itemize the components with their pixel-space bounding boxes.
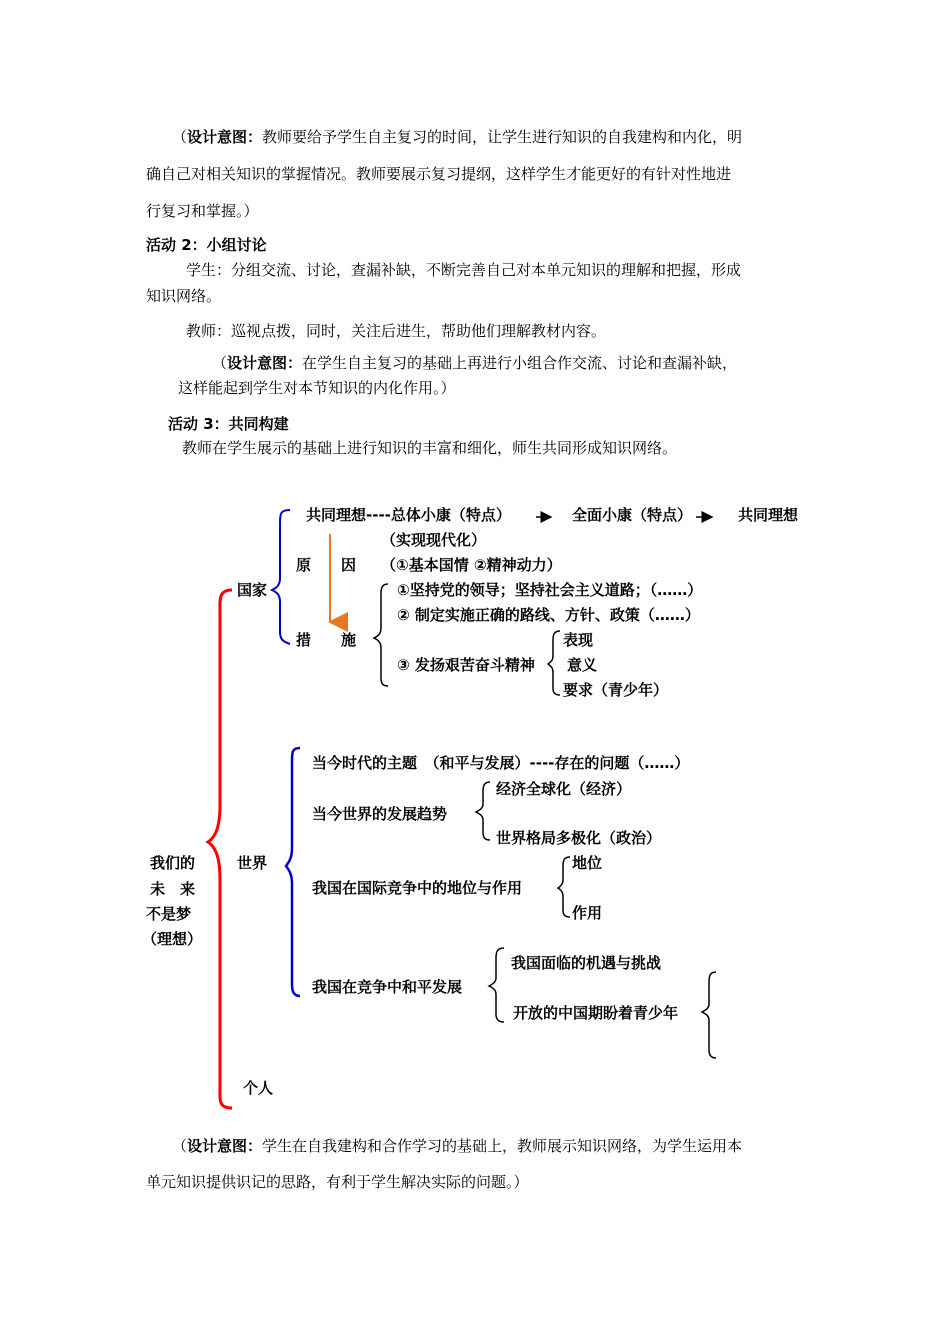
peace-item-2: 开放的中国期盼着青少年 (513, 1004, 679, 1022)
intent1-line3: 行复习和掌握。） (146, 202, 259, 220)
intent2-line2: 这样能起到学生对本节知识的内化作用。） (178, 379, 456, 397)
peace-brace (489, 948, 504, 1022)
world-peace: 我国在竞争中和平发展 (312, 978, 463, 996)
measures-label: 措 施 (296, 631, 357, 649)
trend-item-2: 世界格局多极化（政治） (496, 829, 662, 847)
common-ideal-line: 共同理想----总体小康（特点） (306, 506, 511, 524)
position-item-2: 作用 (572, 904, 603, 922)
measure-1: ①坚持党的领导；坚持社会主义道路；（……） (397, 581, 703, 599)
intent1-label: 设计意图： (187, 128, 263, 146)
intent3-text1: 学生在自我建构和合作学习的基础上，教师展示知识网络，为学生运用本 (262, 1137, 743, 1155)
intent3-line2: 单元知识提供识记的思路，有利于学生解决实际的问题。） (146, 1173, 529, 1191)
intent2-line1 (212, 353, 737, 373)
spirit-item-2: 意义 (567, 656, 598, 674)
country-label: 国家 (237, 581, 268, 599)
spirit-item-3: 要求（青少年） (563, 681, 669, 699)
intent3-line1 (172, 1136, 742, 1156)
measure-2: ② 制定实施正确的路线、方针、政策（……） (397, 606, 700, 624)
world-position: 我国在国际竞争中的地位与作用 (312, 879, 523, 897)
position-brace (558, 857, 570, 917)
root-line3: 不是梦 (146, 905, 192, 923)
intent3-open: （ (172, 1137, 188, 1155)
reason-value: （①基本国情 ②精神动力） (381, 556, 562, 574)
modernization: （实现现代化） (381, 531, 487, 549)
intent3-label: 设计意图： (187, 1137, 263, 1155)
spirit-brace (548, 631, 560, 695)
activity3-text: 教师在学生展示的基础上进行知识的丰富和细化，师生共同形成知识网络。 (182, 439, 678, 457)
root-brace (208, 590, 232, 1108)
activity2-teacher: 教师：巡视点拨，同时，关注后进生，帮助他们理解教材内容。 (186, 322, 607, 340)
trend-item-1: 经济全球化（经济） (496, 780, 632, 798)
intent1-line2: 确自己对相关知识的掌握情况。教师要展示复习提纲，这样学生才能更好的有针对性地进 (146, 165, 732, 183)
activity2-title: 活动 2：小组讨论 (146, 236, 267, 254)
root-line1: 我们的 (150, 854, 196, 872)
world-theme: 当今时代的主题 （和平与发展）----存在的问题（……） (312, 754, 690, 772)
individual-label: 个人 (243, 1079, 274, 1097)
activity3-title: 活动 3：共同构建 (168, 415, 289, 433)
root-line2: 未 来 (150, 880, 196, 898)
measure-3: ③ 发扬艰苦奋斗精神 (397, 656, 535, 674)
reason-label: 原 因 (296, 556, 357, 574)
position-item-1: 地位 (572, 854, 603, 872)
root-line4: （理想） (142, 930, 203, 948)
common-ideal-end: 共同理想 (738, 506, 799, 524)
youth-brace (702, 972, 716, 1058)
intent2-open: （ (212, 354, 228, 372)
intent2-label: 设计意图： (227, 354, 303, 372)
activity2-student-line2: 知识网络。 (146, 287, 222, 305)
activity2-student-line1: 学生：分组交流、讨论，查漏补缺，不断完善自己对本单元知识的理解和把握，形成 (186, 261, 742, 279)
intent2-text1: 在学生自主复习的基础上再进行小组合作交流、讨论和查漏补缺， (302, 354, 738, 372)
peace-item-1: 我国面临的机遇与挑战 (511, 954, 662, 972)
intent1-open: （ (172, 128, 188, 146)
world-trend: 当今世界的发展趋势 (312, 805, 448, 823)
world-brace (286, 748, 300, 996)
intent1-line1 (172, 127, 742, 147)
trend-brace (476, 782, 490, 840)
country-brace (272, 510, 290, 644)
spirit-item-1: 表现 (563, 631, 594, 649)
world-label: 世界 (237, 854, 268, 872)
measures-brace (374, 584, 388, 686)
full-xiaokang: 全面小康（特点） (572, 506, 693, 524)
intent1-text1: 教师要给予学生自主复习的时间，让学生进行知识的自我建构和内化，明 (262, 128, 743, 146)
